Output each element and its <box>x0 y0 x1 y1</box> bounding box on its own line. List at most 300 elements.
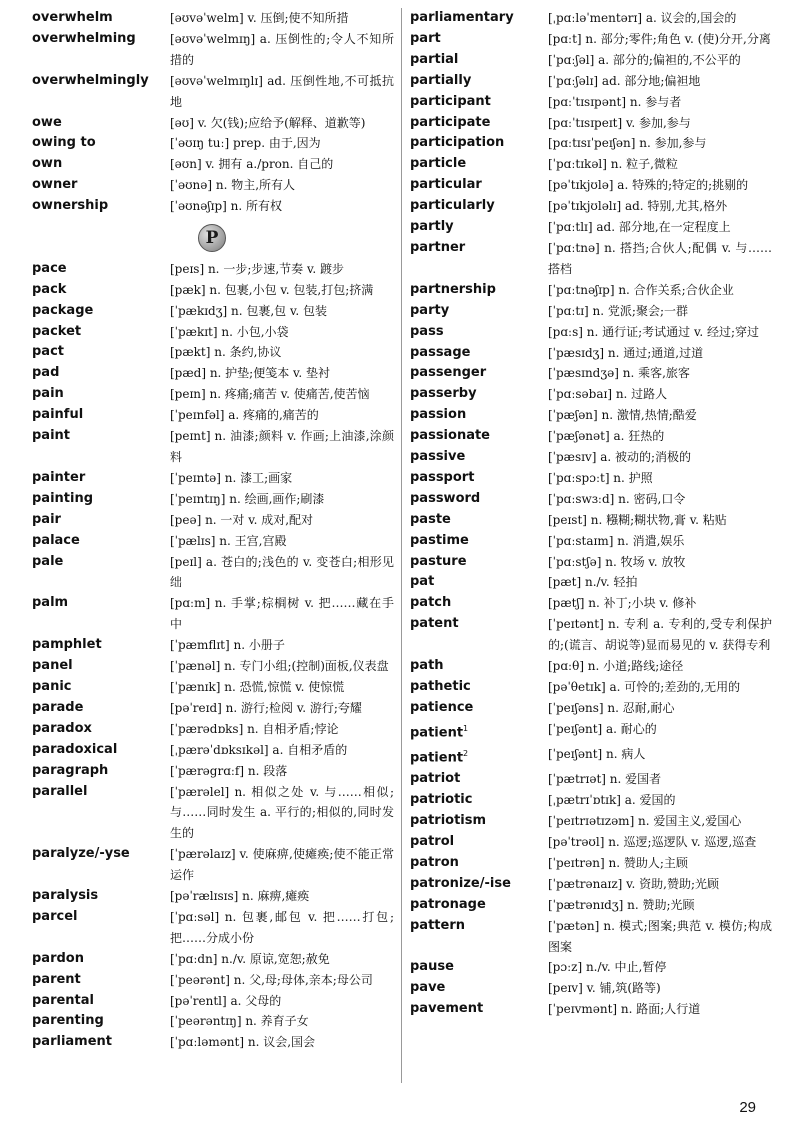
headword-text: painting <box>32 490 94 506</box>
headword <box>410 593 548 614</box>
dictionary-entry <box>32 342 394 363</box>
definition: [əʊn] v. 拥有 a./pron. 自己的 <box>170 157 334 172</box>
headword <box>32 719 170 740</box>
dictionary-entry <box>32 782 394 845</box>
headword-text: patronage <box>410 896 486 912</box>
dictionary-entry <box>32 175 394 196</box>
dictionary-entry <box>32 907 394 949</box>
headword-text: paragraph <box>32 762 109 778</box>
dictionary-entry <box>410 113 772 134</box>
dictionary-entry <box>32 29 394 71</box>
definition: [ˈpæʃən] n. 激情,热情;酷爱 <box>548 408 697 423</box>
headword <box>410 916 548 937</box>
headword-text: patron <box>410 854 459 870</box>
definition: [pəˈtɪkjʊlə] a. 特殊的;特定的;挑剔的 <box>548 178 749 193</box>
headword-text: owing to <box>32 135 96 151</box>
headword-text: pattern <box>410 917 465 933</box>
dictionary-entry <box>410 656 772 677</box>
headword-text: passionate <box>410 428 490 444</box>
dictionary-entry <box>410 677 772 698</box>
definition: [ˈpeɪʃəns] n. 忍耐,耐心 <box>548 700 675 715</box>
dictionary-entry <box>410 217 772 238</box>
headword-text: panic <box>32 678 72 694</box>
headword <box>410 8 548 29</box>
headword-text: passport <box>410 469 475 485</box>
headword <box>410 238 548 259</box>
dictionary-entry <box>410 50 772 71</box>
headword <box>410 874 548 895</box>
headword-text: owner <box>32 177 78 193</box>
definition: [peɪl] a. 苍白的;浅色的 v. 变苍白;相形见绌 <box>170 554 394 590</box>
headword-text: participant <box>410 93 491 109</box>
dictionary-entry <box>32 677 394 698</box>
dictionary-entry <box>410 698 772 719</box>
dictionary-entry <box>410 790 772 811</box>
dictionary-entry <box>32 301 394 322</box>
dictionary-entry <box>32 970 394 991</box>
dictionary-entry <box>32 991 394 1012</box>
headword <box>410 832 548 853</box>
dictionary-entry <box>410 175 772 196</box>
definition: [pɑːs] n. 通行证;考试通过 v. 经过;穿过 <box>548 324 759 339</box>
dictionary-entry <box>32 698 394 719</box>
dictionary-entry <box>410 447 772 468</box>
headword <box>32 844 170 865</box>
headword <box>32 113 170 134</box>
dictionary-entry <box>32 761 394 782</box>
headword-text: particularly <box>410 198 495 214</box>
headword <box>32 342 170 363</box>
definition: [ˈpænəl] n. 专门小组;(控制)面板,仪表盘 <box>170 659 389 674</box>
headword <box>32 782 170 803</box>
definition: [ˈpæsɪv] a. 被动的;消极的 <box>548 450 692 465</box>
definition: [peɪnt] n. 油漆;颜料 v. 作画;上油漆,涂颜料 <box>170 429 394 465</box>
headword <box>410 489 548 510</box>
dictionary-entry <box>32 468 394 489</box>
headword-text: participation <box>410 135 505 151</box>
dictionary-entry <box>410 811 772 832</box>
headword <box>410 71 548 92</box>
definition: [pækt] n. 条约,协议 <box>170 345 282 360</box>
definition: [ˈpɑːtɪ] n. 党派;聚会;一群 <box>548 303 688 318</box>
definition: [ˈpeɪʃənt] n. 病人 <box>548 747 646 762</box>
definition: [pɑːˈtɪsɪpənt] n. 参与者 <box>548 94 682 109</box>
definition: [ˈpætrɪət] n. 爱国者 <box>548 772 662 787</box>
definition: [ˈpæsɪndʒə] n. 乘客,旅客 <box>548 366 690 381</box>
definition: [əʊvəˈwelm] v. 压倒;使不知所措 <box>170 11 349 25</box>
headword <box>32 426 170 447</box>
headword-text: pathetic <box>410 679 471 694</box>
headword <box>32 886 170 907</box>
headword-text: partly <box>410 219 454 235</box>
headword-text: paste <box>410 511 451 527</box>
headword-text: palace <box>32 532 80 548</box>
definition: [ˈpɑːtnə] n. 搭挡;合伙人;配偶 v. 与……搭档 <box>548 240 772 276</box>
headword-text: patient <box>410 725 464 741</box>
headword-text: paint <box>32 428 71 444</box>
headword-text: particle <box>410 156 467 172</box>
dictionary-entry <box>32 280 394 301</box>
headword-text: paradox <box>32 720 92 736</box>
definition: [pəˈtrəʊl] n. 巡逻;巡逻队 v. 巡逻,巡查 <box>548 835 757 849</box>
dictionary-entry <box>32 405 394 426</box>
headword-text: pardon <box>32 950 84 966</box>
dictionary-entry <box>32 740 394 761</box>
definition: [ˈpeɪnfəl] a. 疼痛的,痛苦的 <box>170 408 319 423</box>
headword-text: overwhelming <box>32 30 136 46</box>
dictionary-entry <box>410 426 772 447</box>
headword-text: pause <box>410 959 454 975</box>
headword <box>410 656 548 677</box>
headword <box>410 29 548 50</box>
dictionary-entry <box>32 886 394 907</box>
homograph-number: 2 <box>463 749 469 759</box>
dictionary-entry <box>32 489 394 510</box>
headword <box>32 635 170 656</box>
dictionary-entry <box>410 874 772 895</box>
dictionary-entry <box>410 238 772 280</box>
headword-text: passion <box>410 407 467 423</box>
dictionary-entry <box>410 196 772 217</box>
dictionary-entry <box>32 552 394 594</box>
headword <box>32 970 170 991</box>
dictionary-entry <box>32 8 394 29</box>
headword <box>32 677 170 698</box>
headword-text: parcel <box>32 908 78 924</box>
headword <box>32 363 170 384</box>
dictionary-entry <box>32 593 394 635</box>
definition: [peɪv] v. 铺,筑(路等) <box>548 981 661 996</box>
dictionary-entry <box>32 719 394 740</box>
definition: [ˈəʊɪŋ tuː] prep. 由于,因为 <box>170 136 321 151</box>
dictionary-entry <box>32 133 394 154</box>
headword-text: passive <box>410 449 466 465</box>
definition: [ˈpætən] n. 模式;图案;典范 v. 模仿;构成图案 <box>548 918 772 954</box>
dictionary-entry <box>32 1011 394 1032</box>
headword-text: patriotic <box>410 792 473 808</box>
definition: [ˈpɑːtlɪ] ad. 部分地,在一定程度上 <box>548 220 731 235</box>
definition: [ˈpɑːtnəʃɪp] n. 合作关系;合伙企业 <box>548 282 734 297</box>
headword <box>32 593 170 614</box>
column-divider <box>401 8 402 1083</box>
headword <box>32 71 170 92</box>
headword <box>410 217 548 238</box>
headword-text: owe <box>32 114 62 130</box>
definition: [ˈpɑːʃəl] a. 部分的;偏袒的,不公平的 <box>548 52 741 67</box>
headword <box>32 29 170 50</box>
headword-text: parental <box>32 992 95 1008</box>
headword <box>32 510 170 531</box>
definition: [ˈpɑːtɪkəl] n. 粒子,微粒 <box>548 157 678 172</box>
dictionary-entry <box>410 895 772 916</box>
headword <box>32 552 170 573</box>
page-number: 29 <box>739 1099 756 1116</box>
dictionary-entry <box>410 744 772 769</box>
headword-text: pack <box>32 281 67 297</box>
dictionary-entry <box>410 916 772 958</box>
headword <box>32 322 170 343</box>
definition: [ˈpæʃənət] a. 狂热的 <box>548 429 665 444</box>
headword <box>32 196 170 217</box>
headword <box>410 552 548 573</box>
definition: [ˈpeərənt] n. 父,母;母体,亲本;母公司 <box>170 972 373 987</box>
headword <box>32 761 170 782</box>
dictionary-entry <box>410 71 772 92</box>
dictionary-entry <box>32 259 394 280</box>
definition: [ˌpærəˈdɒksɪkəl] a. 自相矛盾的 <box>170 742 348 757</box>
headword-text: party <box>410 302 450 318</box>
definition: [peɪn] n. 疼痛;痛苦 v. 使痛苦,使苦恼 <box>170 387 370 402</box>
dictionary-entry <box>410 489 772 510</box>
headword-text: pasture <box>410 553 467 569</box>
headword <box>32 301 170 322</box>
dictionary-entry <box>410 154 772 175</box>
definition: [peɪs] n. 一步;步速,节奏 v. 踱步 <box>170 261 344 276</box>
dictionary-entry <box>410 8 772 29</box>
headword-text: overwhelm <box>32 10 113 25</box>
dictionary-entry <box>410 133 772 154</box>
headword-text: parenting <box>32 1013 104 1029</box>
dictionary-entry <box>410 531 772 552</box>
definition: [pɑːm] n. 手掌;棕榈树 v. 把……藏在手中 <box>170 596 394 632</box>
homograph-number: 1 <box>463 723 469 733</box>
dictionary-entry <box>32 384 394 405</box>
headword-text: overwhelmingly <box>32 72 149 88</box>
definition: [ˈpænɪk] n. 恐慌,惊慌 v. 使惊慌 <box>170 679 345 694</box>
definition: [ˈpæsɪdʒ] n. 通过;通道,过道 <box>548 345 704 360</box>
definition: [pɑːθ] n. 小道;路线;途径 <box>548 659 684 674</box>
headword <box>32 405 170 426</box>
headword <box>410 853 548 874</box>
headword-text: path <box>410 658 444 674</box>
headword <box>410 154 548 175</box>
headword-text: parliament <box>32 1034 113 1050</box>
headword-text: pass <box>410 323 444 339</box>
headword <box>410 280 548 301</box>
dictionary-entry <box>410 853 772 874</box>
headword <box>32 259 170 280</box>
headword-text: particular <box>410 177 482 193</box>
definition: [ˈpætrənaɪz] v. 资助,赞助;光顾 <box>548 876 719 891</box>
left-column <box>32 8 394 1053</box>
definition: [ˈpærəlel] n. 相似之处 v. 与……相似;与……同时发生 a. 平行的;相似的,同时发生的 <box>170 784 394 841</box>
dictionary-entry <box>410 957 772 978</box>
headword <box>410 426 548 447</box>
headword <box>410 698 548 719</box>
headword-text: patent <box>410 616 459 632</box>
headword <box>32 133 170 154</box>
headword <box>410 133 548 154</box>
definition: [pəˈrentl] a. 父母的 <box>170 993 282 1008</box>
definition: [pæt] n./v. 轻拍 <box>548 575 638 590</box>
headword <box>32 280 170 301</box>
headword-text: pamphlet <box>32 637 102 653</box>
headword <box>410 957 548 978</box>
headword-text: partner <box>410 239 466 255</box>
headword-text: part <box>410 30 441 46</box>
headword <box>410 999 548 1020</box>
headword <box>410 113 548 134</box>
definition: [əʊvəˈwelmɪŋlɪ] ad. 压倒性地,不可抵抗地 <box>170 73 394 109</box>
headword <box>410 301 548 322</box>
headword-text: patriotism <box>410 813 487 829</box>
headword-text: pave <box>410 980 446 996</box>
definition: [ˈpɑːləmənt] n. 议会,国会 <box>170 1035 316 1050</box>
headword <box>32 468 170 489</box>
dictionary-entry <box>410 92 772 113</box>
definition: [ˈpɑːstaɪm] n. 消遣,娱乐 <box>548 533 685 548</box>
headword <box>410 50 548 71</box>
headword-text: pad <box>32 365 60 381</box>
definition: [peɪst] n. 糨糊;糊状物,膏 v. 粘贴 <box>548 512 727 527</box>
headword-text: pain <box>32 386 64 402</box>
headword-text: panel <box>32 658 73 674</box>
dictionary-entry <box>410 343 772 364</box>
dictionary-entry <box>410 301 772 322</box>
definition: [peə] n. 一对 v. 成对,配对 <box>170 512 314 527</box>
definition: [pɑːˈtɪsɪpeɪt] v. 参加,参与 <box>548 115 691 130</box>
headword <box>410 384 548 405</box>
headword-text: pact <box>32 344 64 360</box>
headword-text: pale <box>32 553 64 569</box>
headword-text: participate <box>410 114 491 130</box>
headword-text: parade <box>32 699 84 715</box>
definition: [pəˈrælɪsɪs] n. 麻痹,瘫痪 <box>170 889 310 904</box>
headword-text: parallel <box>32 783 88 799</box>
headword-text: pastime <box>410 532 469 548</box>
definition: [ˈpeɪtrən] n. 赞助人;主顾 <box>548 855 688 870</box>
headword <box>32 949 170 970</box>
headword <box>32 8 170 29</box>
definition: [ˈəʊnəʃɪp] n. 所有权 <box>170 199 282 214</box>
headword <box>410 92 548 113</box>
headword <box>410 614 548 635</box>
headword-text: passenger <box>410 365 487 381</box>
dictionary-entry <box>410 322 772 343</box>
definition: [ˈəʊnə] n. 物主,所有人 <box>170 178 296 193</box>
dictionary-entry <box>32 949 394 970</box>
headword <box>410 719 548 744</box>
dictionary-entry <box>32 510 394 531</box>
dictionary-entry <box>410 552 772 573</box>
dictionary-entry <box>410 614 772 656</box>
definition: [pɑːt] n. 部分;零件;角色 v. (使)分开,分离 <box>548 31 771 46</box>
headword-text: own <box>32 156 63 172</box>
headword <box>410 744 548 769</box>
definition: [ˈpætrənɪdʒ] n. 赞助;光顾 <box>548 897 695 912</box>
headword <box>410 510 548 531</box>
definition: [ˌpɑːləˈmentərɪ] a. 议会的,国会的 <box>548 11 737 25</box>
headword <box>32 531 170 552</box>
headword <box>32 907 170 928</box>
definition: [ˈpɑːʃəlɪ] ad. 部分地;偏袒地 <box>548 73 701 88</box>
headword <box>32 740 170 761</box>
definition: [ˈpɑːsəl] n. 包裹,邮包 v. 把……打包;把……分成小份 <box>170 909 394 945</box>
headword-text: painful <box>32 407 84 423</box>
dictionary-entry <box>410 832 772 853</box>
definition: [pɔːz] n./v. 中止,暂停 <box>548 960 667 975</box>
headword <box>410 468 548 489</box>
headword-text: patch <box>410 595 452 611</box>
headword <box>32 175 170 196</box>
definition: [pəˈtɪkjʊləlɪ] ad. 特别,尤其,格外 <box>548 199 728 214</box>
dictionary-entry <box>410 280 772 301</box>
right-column <box>410 8 772 1020</box>
definition: [ˈpɑːdn] n./v. 原谅,宽恕;赦免 <box>170 951 330 966</box>
headword <box>410 790 548 811</box>
headword <box>410 769 548 790</box>
headword <box>32 154 170 175</box>
dictionary-entry <box>32 844 394 886</box>
headword <box>32 656 170 677</box>
headword <box>410 677 548 698</box>
dictionary-entry <box>32 363 394 384</box>
headword-text: packet <box>32 323 82 339</box>
definition: [ˈpeɪvmənt] n. 路面;人行道 <box>548 1002 701 1017</box>
headword <box>410 895 548 916</box>
headword-text: palm <box>32 595 69 611</box>
headword <box>32 489 170 510</box>
headword-text: partially <box>410 72 472 88</box>
definition: [ˈpeɪʃənt] a. 耐心的 <box>548 721 657 736</box>
dictionary-entry <box>410 593 772 614</box>
headword-text: patrol <box>410 834 455 849</box>
definition: [pəˈreɪd] n. 游行;检阅 v. 游行;夸耀 <box>170 700 362 715</box>
definition: [ˈpeɪtrɪətɪzəm] n. 爱国主义,爱国心 <box>548 814 742 829</box>
headword-text: parent <box>32 971 81 987</box>
dictionary-entry <box>410 510 772 531</box>
definition: [pəˈθetɪk] a. 可怜的;差劲的,无用的 <box>548 680 741 694</box>
headword <box>410 447 548 468</box>
headword-text: passage <box>410 344 471 360</box>
dictionary-entry <box>410 29 772 50</box>
headword <box>410 343 548 364</box>
dictionary-entry <box>32 322 394 343</box>
dictionary-entry <box>32 635 394 656</box>
headword <box>32 698 170 719</box>
dictionary-entry <box>410 468 772 489</box>
definition: [pæd] n. 护垫;便笺本 v. 垫衬 <box>170 366 331 381</box>
dictionary-entry <box>410 999 772 1020</box>
dictionary-entry <box>410 769 772 790</box>
definition: [ˈpeərəntɪŋ] n. 养育子女 <box>170 1014 309 1029</box>
definition: [ˈpækɪdʒ] n. 包裹,包 v. 包装 <box>170 303 327 318</box>
dictionary-entry <box>32 531 394 552</box>
headword-text: paradoxical <box>32 741 118 757</box>
headword-text: paralyze/-yse <box>32 846 130 862</box>
headword-text: paralysis <box>32 888 99 904</box>
headword-text: ownership <box>32 198 109 214</box>
dictionary-entry <box>410 978 772 999</box>
definition: [ˈpærədɒks] n. 自相矛盾;悖论 <box>170 721 339 736</box>
dictionary-entry <box>32 656 394 677</box>
dictionary-entry <box>410 384 772 405</box>
headword <box>410 175 548 196</box>
headword <box>410 405 548 426</box>
dictionary-entry <box>410 572 772 593</box>
headword-text: pavement <box>410 1001 484 1017</box>
section-marker <box>32 217 394 259</box>
definition: [pætʃ] n. 补丁;小块 v. 修补 <box>548 596 697 611</box>
dictionary-entry <box>410 363 772 384</box>
headword-text: pace <box>32 260 67 276</box>
headword-text: partnership <box>410 281 496 297</box>
definition: [pæk] n. 包裹,小包 v. 包装,打包;挤满 <box>170 282 374 297</box>
definition: [ˈpeɪntɪŋ] n. 绘画,画作;刷漆 <box>170 491 325 506</box>
definition: [ˈpækɪt] n. 小包,小袋 <box>170 324 289 339</box>
headword-text: patriot <box>410 771 461 787</box>
headword-text: patient <box>410 750 464 766</box>
